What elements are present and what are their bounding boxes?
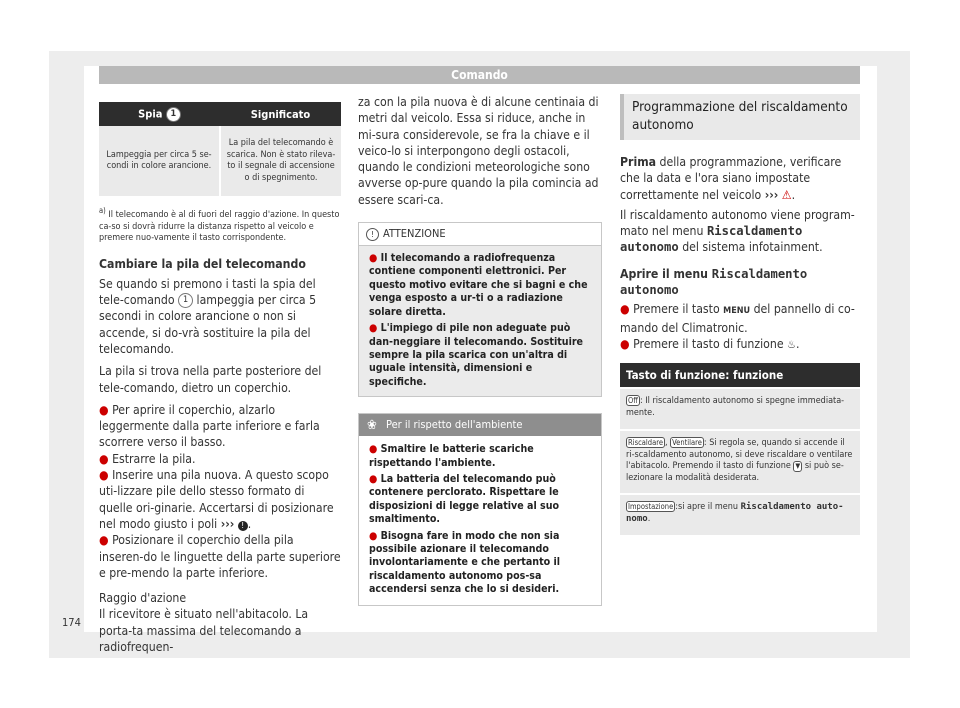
paragraph: Prima della programmazione, verificare che la data e l'ora siano impostate correttamente nel veicolo ››› ⚠. (620, 155, 842, 202)
callout-number: 1 (178, 293, 193, 308)
bullet-icon: ● (369, 529, 378, 542)
bullet-icon: ● (99, 468, 109, 483)
environment-box (358, 413, 602, 605)
column-right (620, 94, 860, 535)
environment-body (359, 436, 601, 604)
bullet-icon: ● (620, 336, 630, 351)
list-item: ● Per aprire il coperchio, alzarlo leggermente dalla parte inferiore e farla scorrere verso il basso. (99, 402, 320, 450)
heading-range: Raggio d'azione (99, 591, 187, 606)
list-item: ● Premere il tasto MENU del pannello di co-mando del Climatronic. (620, 302, 855, 335)
list-item: ● Premere il tasto di funzione ♨. (620, 336, 800, 351)
bullet-icon: ● (99, 451, 109, 466)
list-item: ● La batteria del telecomando può contenere perclorato. Rispettare le disposizioni di legge relative al suo smaltimento. (369, 472, 560, 526)
reference-arrow: ››› (220, 516, 235, 531)
list-item: ● Posizionare il coperchio della pila inseren-do le linguette della parte superiore e pre-mendo la parte inferiore. (99, 533, 341, 580)
info-icon: ! (238, 521, 248, 531)
list-item: ● Bisogna fare in modo che non sia possibile azionare il telecomando involontariamente e che pertanto il riscaldamento autonomo pos-sa accendersi senza che lo si desideri. (369, 529, 561, 596)
bullet-icon: ● (620, 302, 630, 317)
bullet-icon: ● (369, 322, 378, 335)
reference-arrow: ››› (764, 187, 779, 202)
section-header: Comando (99, 66, 860, 84)
table-row: Impostazione :si apre il menu Riscaldamento auto-nomo. (620, 495, 860, 535)
table-row: Riscaldare , Ventilare : Si regola se, quando si accende il ri-scaldamento autonomo, si deve riscaldare o ventilare l'abitacolo. Premendo il tasto di funzione ▼ si può se-lezionare la modalità desiderata. (620, 431, 860, 493)
page-number: 174 (62, 616, 81, 629)
list-item: ● Il telecomando a radiofrequenza contiene componenti elettronici. Per questo motivo evitare che si bagni e che venga esposto a ur-ti o a radiazione solare diretta. (369, 252, 588, 318)
warning-icon: ! (366, 228, 379, 241)
environment-header: ❀ Per il rispetto dell'ambiente (359, 414, 601, 436)
chevron-down-icon: ▼ (795, 462, 801, 471)
bullet-icon: ● (99, 533, 109, 548)
key-impostazione: Impostazione (628, 502, 674, 512)
leaf-icon: ❀ (367, 418, 377, 434)
key-riscaldare: Riscaldare (628, 438, 663, 448)
warning-box (358, 222, 602, 397)
bullet-icon: ● (369, 443, 378, 456)
callout-number: 1 (166, 107, 181, 122)
list-item: ● Estrarre la pila. (99, 451, 196, 466)
paragraph: Se quando si premono i tasti la spia del tele-comando 1 lampeggia per circa 5 secondi in colore arancione o non si accende, si do-vrà sostituire la pila del telecomando. (99, 276, 317, 356)
list-item: ● Inserire una pila nuova. A questo scopo uti-lizzare pile dello stesso formato di quelle ori-ginarie. Accertarsi di posizionare nel modo giusto i poli ››› ! . (99, 468, 334, 531)
warning-triangle-icon: ⚠ (781, 187, 792, 202)
warning-body (359, 246, 601, 396)
function-key-table (620, 363, 860, 535)
paragraph: Il riscaldamento autonomo viene program-mato nel menu Riscaldamento autonomo del sistema infotainment. (620, 207, 855, 255)
footnote: $^{a)}$ Il telecomando è al di fuori del raggio d'azione. In questo ca-so si dovrà ridurre la distanza rispetto al veicolo e premere nuo-vamente il tasto corrispondente. (99, 206, 340, 243)
paragraph: za con la pila nuova è di alcune centinaia di metri dal veicolo. Essa si riduce, anche in mi-sura considerevole, se fra la chiave e il veico-lo si interpongono degli ostacoli, quando le condizioni meteorologiche sono avverse op-pure quando la pila comincia ad essere scari-ca. (358, 95, 599, 207)
heading-open-menu: Aprire il menu Riscaldamento autonomo (620, 266, 808, 298)
table-row (99, 126, 341, 196)
paragraph: La pila si trova nella parte posteriore del tele-comando, dietro un coperchio. (99, 364, 322, 395)
bullet-icon: ● (99, 402, 109, 417)
paragraph: Il ricevitore è situato nell'abitacolo. La porta-ta massima del telecomando a radiofrequen- (99, 607, 309, 655)
function-key-table-header: Tasto di funzione: funzione (620, 363, 860, 387)
table-row: Off : Il riscaldamento autonomo si spegne immediata-mente. (620, 389, 860, 429)
list-item: ● L'impiego di pile non adeguate può dan-neggiare il telecomando. Sostituire sempre la pila scarica con un'altra di uguale intensità, dimensioni e specifiche. (369, 322, 584, 388)
key-ventilare: Ventilare (672, 438, 702, 448)
heading-change-battery: Cambiare la pila del telecomando (99, 256, 306, 271)
table-cell: La pila del telecomando è scarica. Non è stato rileva-to il segnale di accensione o di spegnimento. (220, 126, 341, 196)
heater-icon: ♨ (787, 337, 796, 351)
column-left (99, 102, 341, 655)
key-off: Off (628, 396, 638, 406)
bullet-icon: ● (369, 472, 378, 485)
list-item: ● Smaltire le batterie scariche rispettando l'ambiente. (369, 443, 534, 469)
table-header-spia: Spia 1 (99, 102, 220, 126)
indicator-table (99, 102, 341, 196)
menu-key-icon: MENU (723, 306, 751, 317)
section-title: Programmazione del riscaldamento autonomo (620, 94, 860, 140)
bullet-icon: ● (369, 252, 378, 265)
column-middle (358, 94, 602, 606)
table-header-significato: Significato (220, 102, 341, 126)
table-cell: Lampeggia per circa 5 se-condi in colore arancione. (99, 126, 220, 196)
warning-header: ! ATTENZIONE (359, 223, 601, 246)
